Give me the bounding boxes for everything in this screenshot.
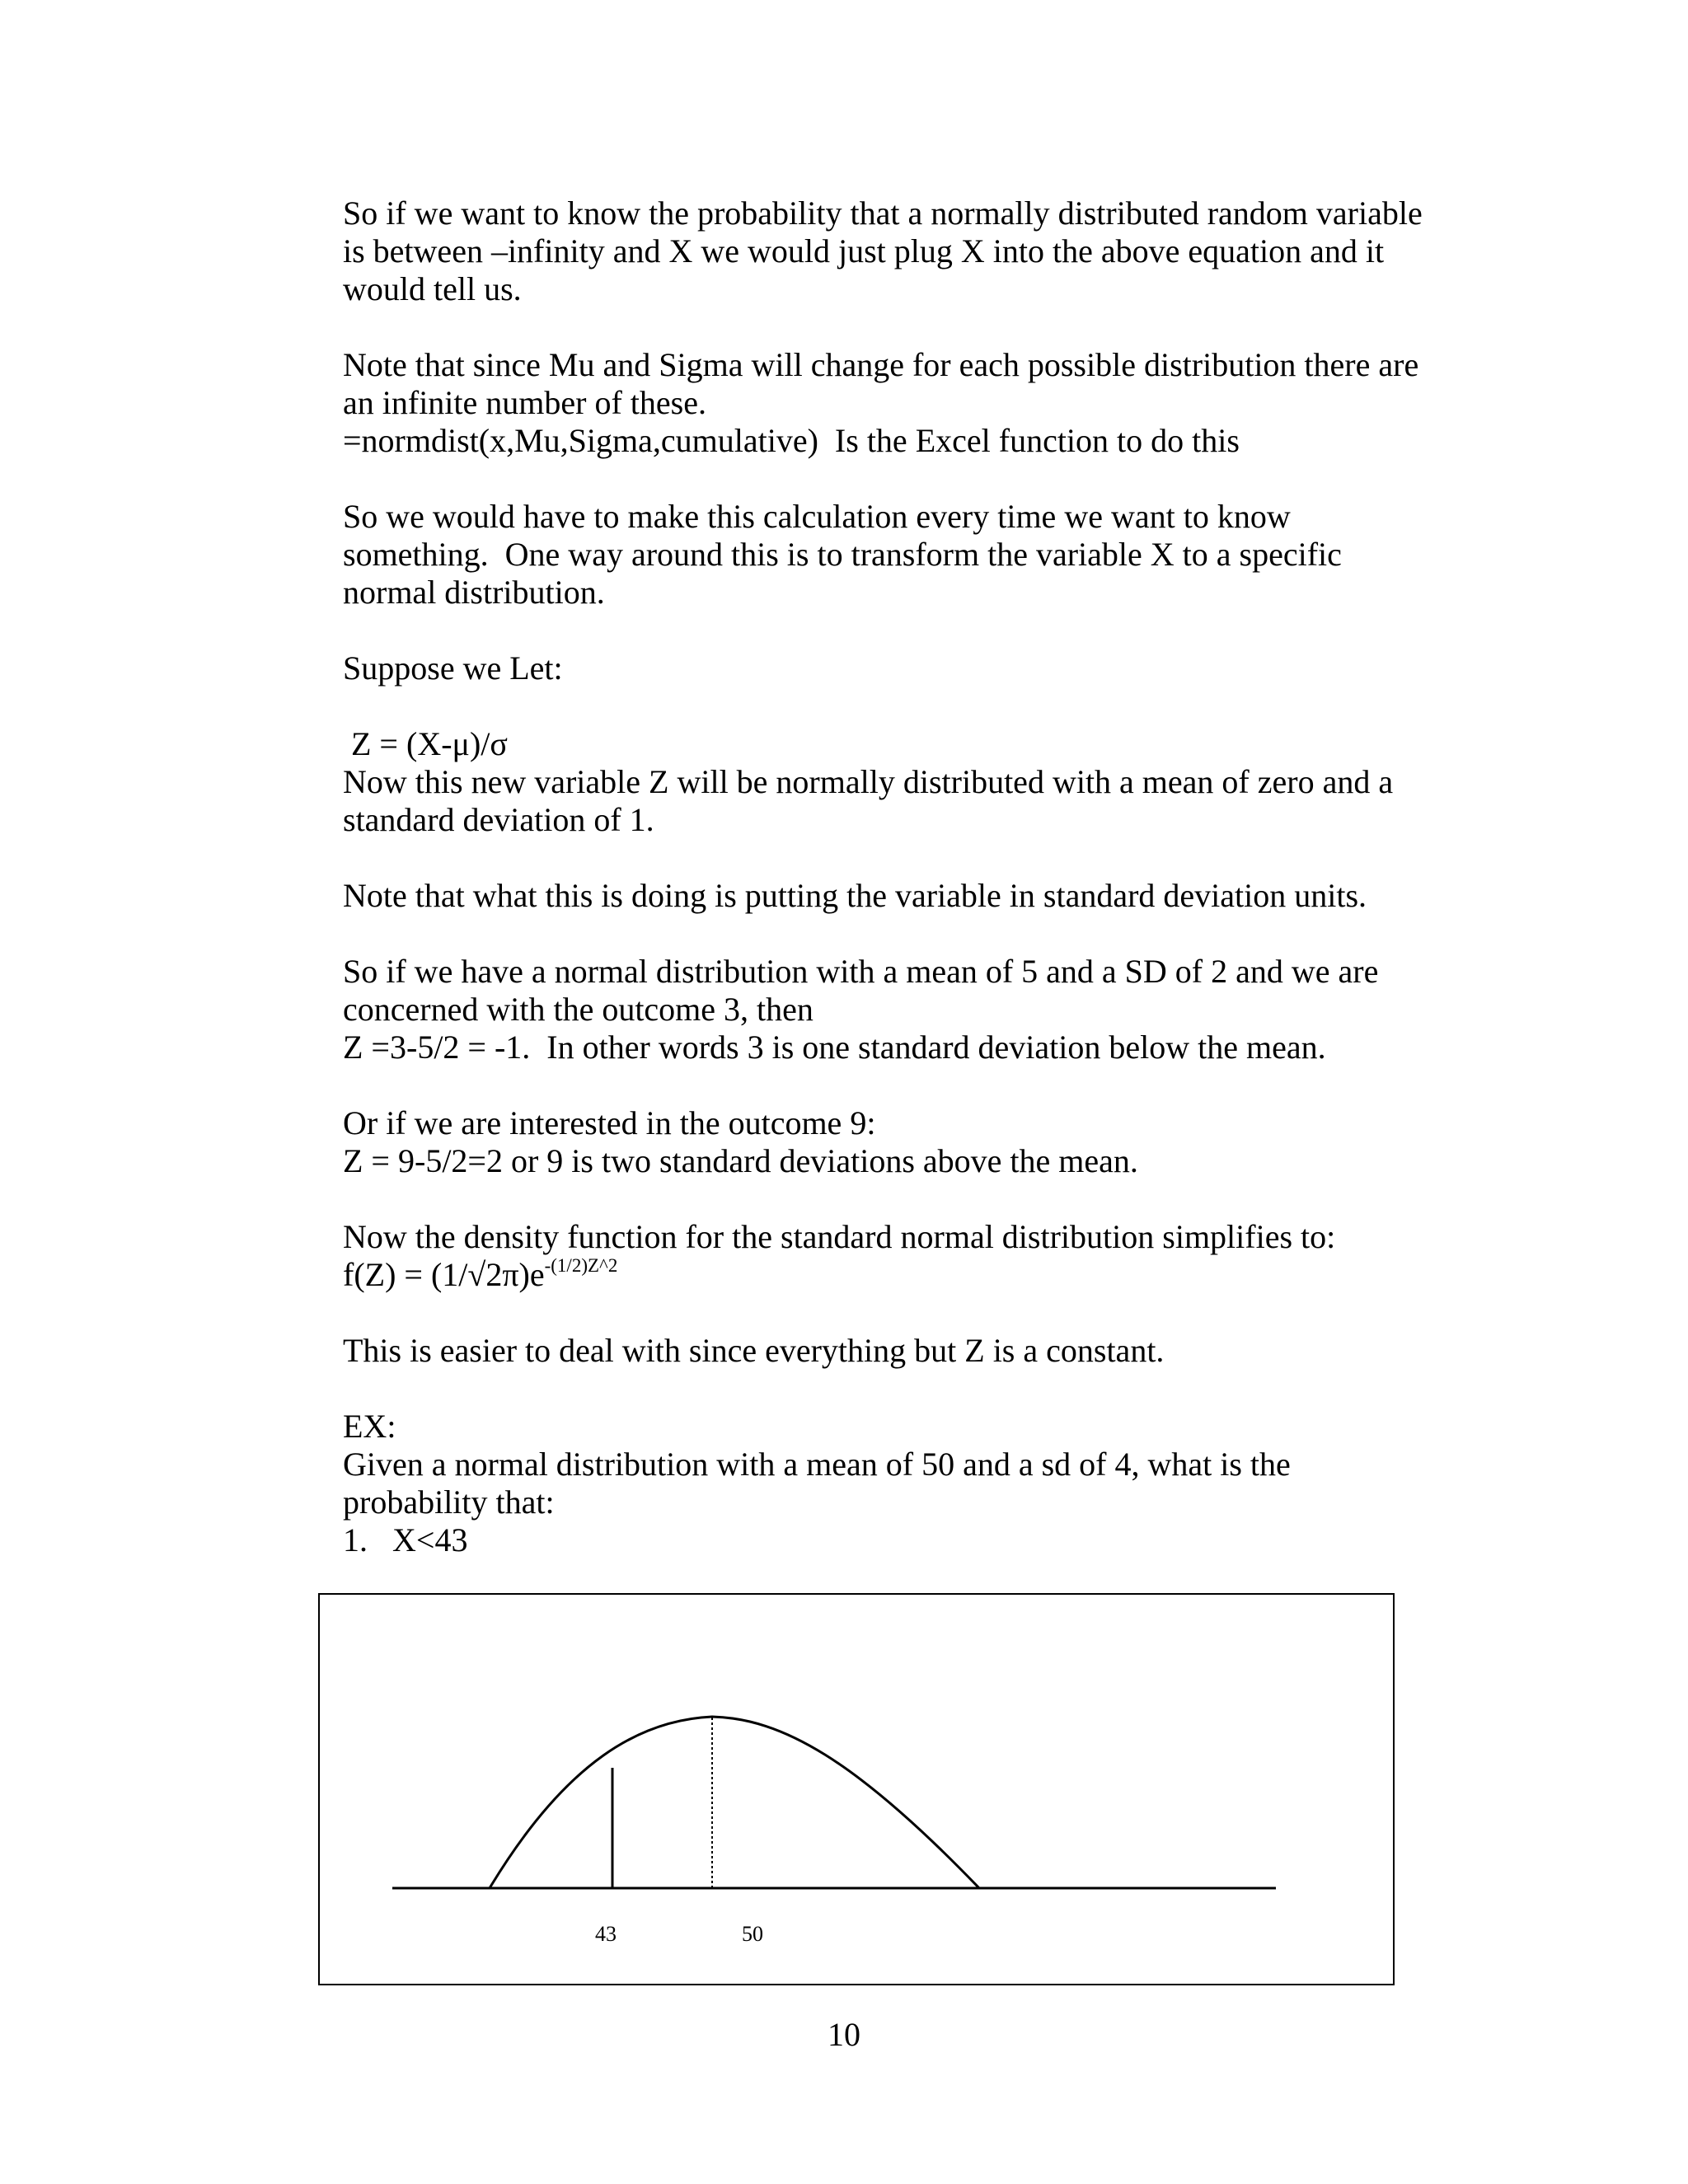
- paragraph-probability-intro: [343, 194, 1439, 308]
- normal-curve-figure: [318, 1593, 1395, 1985]
- paragraph-transform: [343, 498, 1439, 612]
- text-line: So if we want to know the probability that a normally distributed random variable: [343, 194, 1423, 232]
- page-number: 10: [828, 2016, 860, 2053]
- text-line: an infinite number of these.: [343, 384, 706, 421]
- text-line: So if we have a normal distribution with a mean of 5 and a SD of 2 and we are: [343, 953, 1379, 990]
- text-line: Note that what this is doing is putting the variable in standard deviation units.: [343, 877, 1367, 914]
- paragraph-constant-note: [343, 1332, 1439, 1370]
- text-line: Z =3-5/2 = -1. In other words 3 is one standard deviation below the mean.: [343, 1029, 1326, 1066]
- text-line: Now the density function for the standard normal distribution simplifies to:: [343, 1218, 1336, 1255]
- z-formula: Z = (X-μ)/σ: [343, 725, 508, 762]
- paragraph-example-outcome-9: [343, 1104, 1439, 1180]
- bell-curve: [490, 1717, 979, 1888]
- text-line: Note that since Mu and Sigma will change for each possible distribution there are: [343, 346, 1419, 383]
- text-line: Or if we are interested in the outcome 9:: [343, 1104, 876, 1141]
- paragraph-mu-sigma-note: [343, 346, 1439, 460]
- exercise-label: EX:: [343, 1408, 396, 1445]
- text-line: is between –infinity and X we would just plug X into the above equation and it: [343, 232, 1385, 269]
- text-line: something. One way around this is to transform the variable X to a specific: [343, 536, 1342, 573]
- excel-function-line: =normdist(x,Mu,Sigma,cumulative) Is the Excel function to do this: [343, 422, 1240, 459]
- paragraph-z-definition: [343, 725, 1439, 839]
- paragraph-density-function: [343, 1218, 1439, 1294]
- normal-curve-diagram: [320, 1595, 1393, 1984]
- text-line: normal distribution.: [343, 574, 605, 611]
- paragraph-sd-units: [343, 877, 1439, 915]
- paragraph-example-outcome-3: [343, 953, 1439, 1066]
- exercise-item: 1. X<43: [343, 1521, 468, 1558]
- text-line: standard deviation of 1.: [343, 801, 654, 838]
- text-line: So we would have to make this calculation every time we want to know: [343, 498, 1291, 535]
- axis-label-mean: 50: [742, 1922, 763, 1946]
- text-line: Z = 9-5/2=2 or 9 is two standard deviations above the mean.: [343, 1142, 1138, 1179]
- text-line: probability that:: [343, 1483, 555, 1521]
- text-line: This is easier to deal with since everything but Z is a constant.: [343, 1332, 1165, 1369]
- paragraph-exercise: [343, 1408, 1439, 1559]
- text-line: concerned with the outcome 3, then: [343, 991, 814, 1028]
- document-body: [343, 194, 1439, 1559]
- text-line: Now this new variable Z will be normally distributed with a mean of zero and a: [343, 763, 1394, 800]
- formula-base: f(Z) = (1/√2π)e: [343, 1256, 545, 1293]
- axis-label-cutoff: 43: [595, 1922, 617, 1946]
- density-formula: [343, 1256, 1439, 1294]
- text-line: would tell us.: [343, 270, 522, 307]
- formula-exponent: -(1/2)Z^2: [544, 1255, 618, 1276]
- text-line: Given a normal distribution with a mean of 50 and a sd of 4, what is the: [343, 1446, 1291, 1483]
- paragraph-suppose: [343, 649, 1439, 687]
- text-line: Suppose we Let:: [343, 649, 563, 687]
